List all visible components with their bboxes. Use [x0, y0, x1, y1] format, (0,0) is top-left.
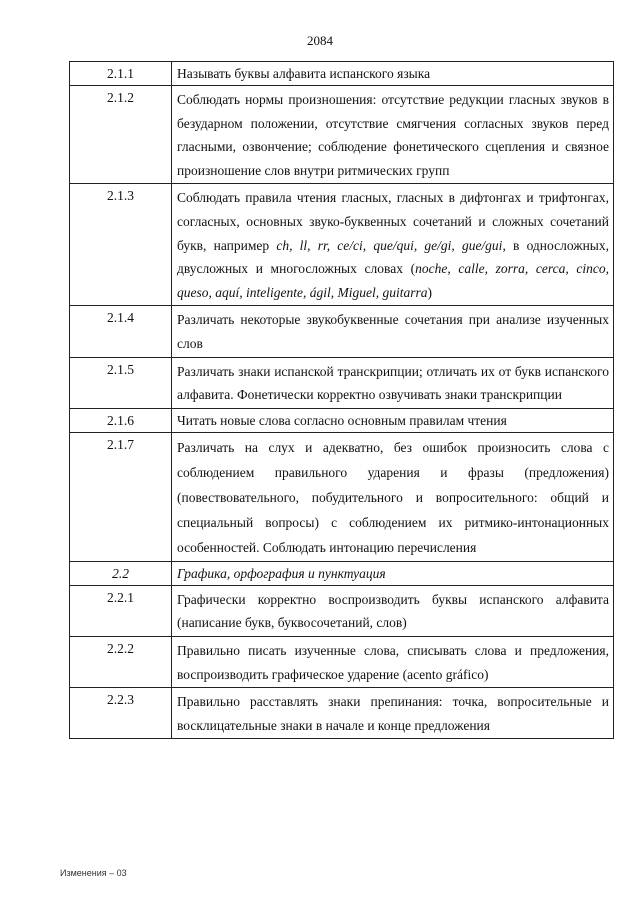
- page-number: 2084: [307, 33, 333, 48]
- row-text: Соблюдать нормы произношения: отсутствие редукции гласных звуков в безударном положении, отсутствие смягчения согласных звуков перед гласными, озвончение; соблюдение фонетического сцепления и связное произношение слов внутри ритмических групп: [172, 86, 614, 184]
- table-row: [70, 432, 614, 561]
- row-number: 2.1.1: [70, 62, 172, 86]
- row-text: Различать некоторые звукобуквенные сочетания при анализе изученных слов: [172, 306, 614, 357]
- row-number: 2.1.2: [70, 86, 172, 184]
- row-text: Графически корректно воспроизводить буквы испанского алфавита (написание букв, буквосочетаний, слов): [172, 585, 614, 636]
- row-text: Правильно писать изученные слова, списывать слова и предложения, воспроизводить графическое ударение (acento gráfico): [172, 636, 614, 687]
- row-number: 2.1.7: [70, 432, 172, 561]
- row-text: Соблюдать правила чтения гласных, гласных в дифтонгах и трифтонгах, согласных, основных звуко-буквенных сочетаний и сложных сочетаний букв, например ch, ll, rr, ce/ci, que/qui, ge/gi, gue/gui, в односложных, двусложных и многосложных словах (noche, calle, zorra, cerca, cinco, queso, aquí, inteligente, ágil, Miguel, guitarra): [172, 184, 614, 306]
- table-row: [70, 585, 614, 636]
- row-number: 2.2.1: [70, 585, 172, 636]
- section-row: [70, 561, 614, 585]
- section-title: Графика, орфография и пунктуация: [172, 561, 614, 585]
- row-text: Различать на слух и адекватно, без ошибок произносить слова с соблюдением правильного ударения и фразы (предложения) (повествовательного, побудительного и вопросительного: общий и специальный вопросы) с соблюдением их ритмико-интонационных особенностей. Соблюдать интонацию перечисления: [172, 432, 614, 561]
- table-row: [70, 357, 614, 408]
- row-number: 2.1.6: [70, 408, 172, 432]
- table-row: [70, 306, 614, 357]
- footer-revision: Изменения – 03: [60, 868, 127, 878]
- row-number: 2.2.3: [70, 688, 172, 739]
- table-row: [70, 408, 614, 432]
- table-row: [70, 62, 614, 86]
- section-number: 2.2: [70, 561, 172, 585]
- row-number: 2.1.5: [70, 357, 172, 408]
- row-text: Различать знаки испанской транскрипции; отличать их от букв испанского алфавита. Фонетически корректно озвучивать знаки транскрипции: [172, 357, 614, 408]
- table-row: [70, 688, 614, 739]
- row-number: 2.1.3: [70, 184, 172, 306]
- table-row: [70, 636, 614, 687]
- row-text: Называть буквы алфавита испанского языка: [172, 62, 614, 86]
- row-number: 2.1.4: [70, 306, 172, 357]
- table-row: [70, 86, 614, 184]
- row-number: 2.2.2: [70, 636, 172, 687]
- row-text: Читать новые слова согласно основным правилам чтения: [172, 408, 614, 432]
- table-row: [70, 184, 614, 306]
- requirements-table: [69, 61, 614, 739]
- row-text: Правильно расставлять знаки препинания: точка, вопросительные и восклицательные знаки в начале и конце предложения: [172, 688, 614, 739]
